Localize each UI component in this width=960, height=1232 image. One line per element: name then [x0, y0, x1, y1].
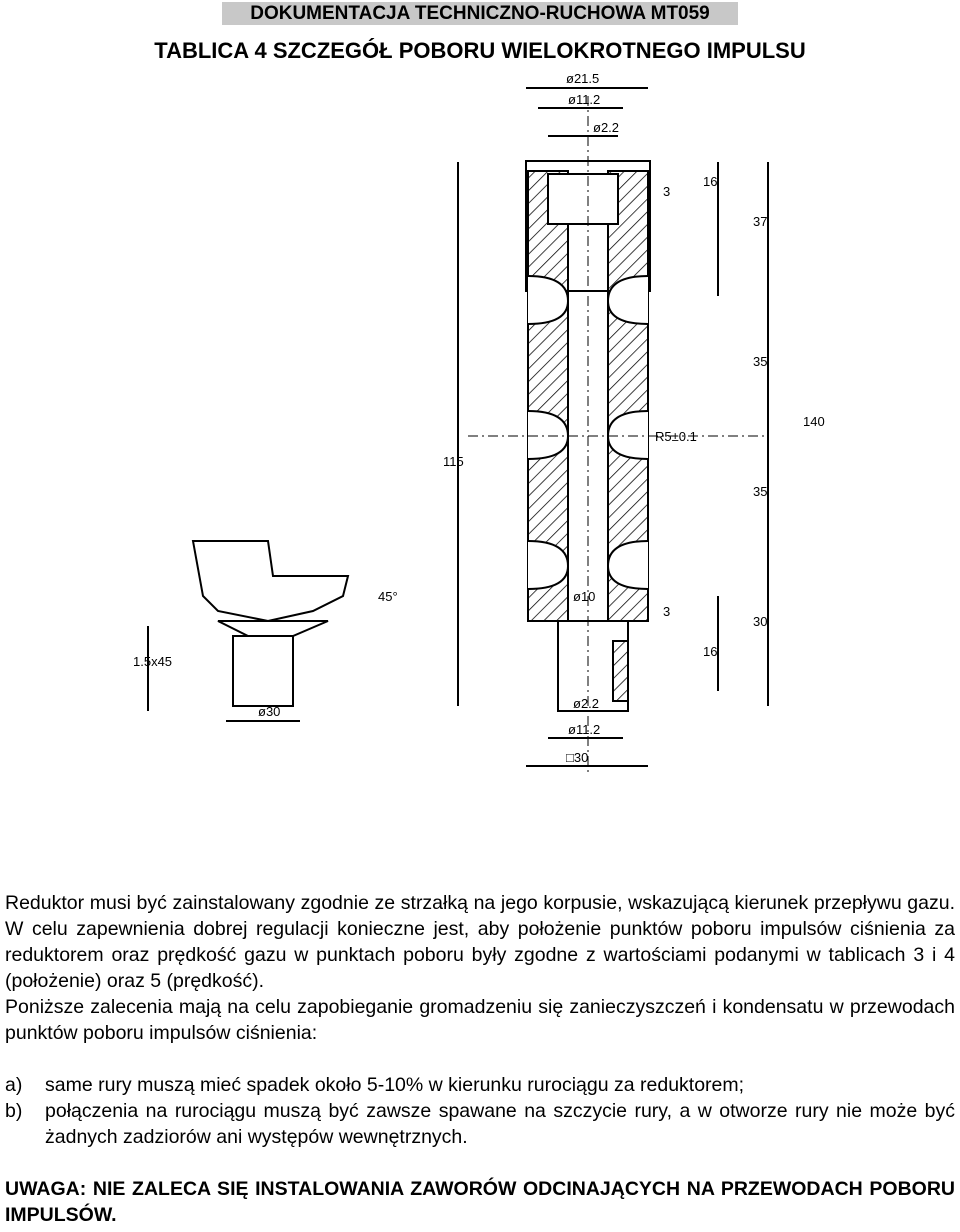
warning-note: UWAGA: NIE ZALECA SIĘ INSTALOWANIA ZAWORÓW ODCINAJĄCYCH NA PRZEWODACH POBORU IMPULSÓW.	[5, 1178, 955, 1226]
dim-label: ø11.2	[568, 722, 601, 737]
dim-label: ø21.5	[566, 71, 600, 86]
dim-label: 30	[753, 614, 768, 629]
dim-label: 16	[703, 174, 718, 189]
recommendation-list	[5, 1072, 955, 1150]
list-item	[5, 1072, 955, 1098]
dim-label: ø2.2	[573, 696, 600, 711]
list-marker: a)	[5, 1074, 23, 1096]
dim-label: 1.5x45	[133, 654, 173, 669]
dim-label: ø11.2	[568, 92, 601, 107]
dim-label: □30	[566, 750, 589, 765]
technical-drawing	[118, 66, 844, 786]
dim-label: 35	[753, 354, 768, 369]
dim-label: ø2.2	[593, 120, 620, 135]
list-item-text: połączenia na rurociągu muszą być zawsze spawane na szczycie rury, a w otworze rury nie może być żadnych zadziorów ani występów wewnętrznych.	[45, 1100, 955, 1148]
dim-label: 115	[443, 454, 464, 469]
list-marker: b)	[5, 1100, 23, 1122]
dim-label: R5±0.1	[655, 429, 697, 444]
dim-label: 3	[663, 184, 671, 199]
dim-label: ø30	[258, 704, 281, 719]
dim-label: 37	[753, 214, 768, 229]
dim-label: 35	[753, 484, 768, 499]
list-item-text: same rury muszą mieć spadek około 5-10% w kierunku rurociągu za reduktorem;	[45, 1074, 745, 1096]
table-title: TABLICA 4 SZCZEGÓŁ POBORU WIELOKROTNEGO IMPULSU	[154, 38, 806, 63]
paragraph: Reduktor musi być zainstalowany zgodnie ze strzałką na jego korpusie, wskazującą kierunek przepływu gazu. W celu zapewnienia dobrej regulacji konieczne jest, aby położenie punktów poboru impulsów ciśnienia za reduktorem oraz prędkość gazu w punktach poboru były zgodne z wartościami podanymi w tablicach 3 i 4 (położenie) oraz 5 (prędkość).	[5, 892, 955, 992]
dim-label: 16	[703, 644, 718, 659]
document-header: DOKUMENTACJA TECHNICZNO-RUCHOWA MT059	[222, 2, 738, 25]
dim-label: ø10	[573, 589, 596, 604]
dim-label: 45°	[378, 589, 398, 604]
dim-label: 140	[803, 414, 825, 429]
dim-label: 3	[663, 604, 671, 619]
body-text	[5, 890, 955, 1228]
list-item	[5, 1098, 955, 1150]
paragraph: Poniższe zalecenia mają na celu zapobieganie gromadzeniu się zanieczyszczeń i kondensatu w przewodach punktów poboru impulsów ciśnienia:	[5, 996, 955, 1044]
